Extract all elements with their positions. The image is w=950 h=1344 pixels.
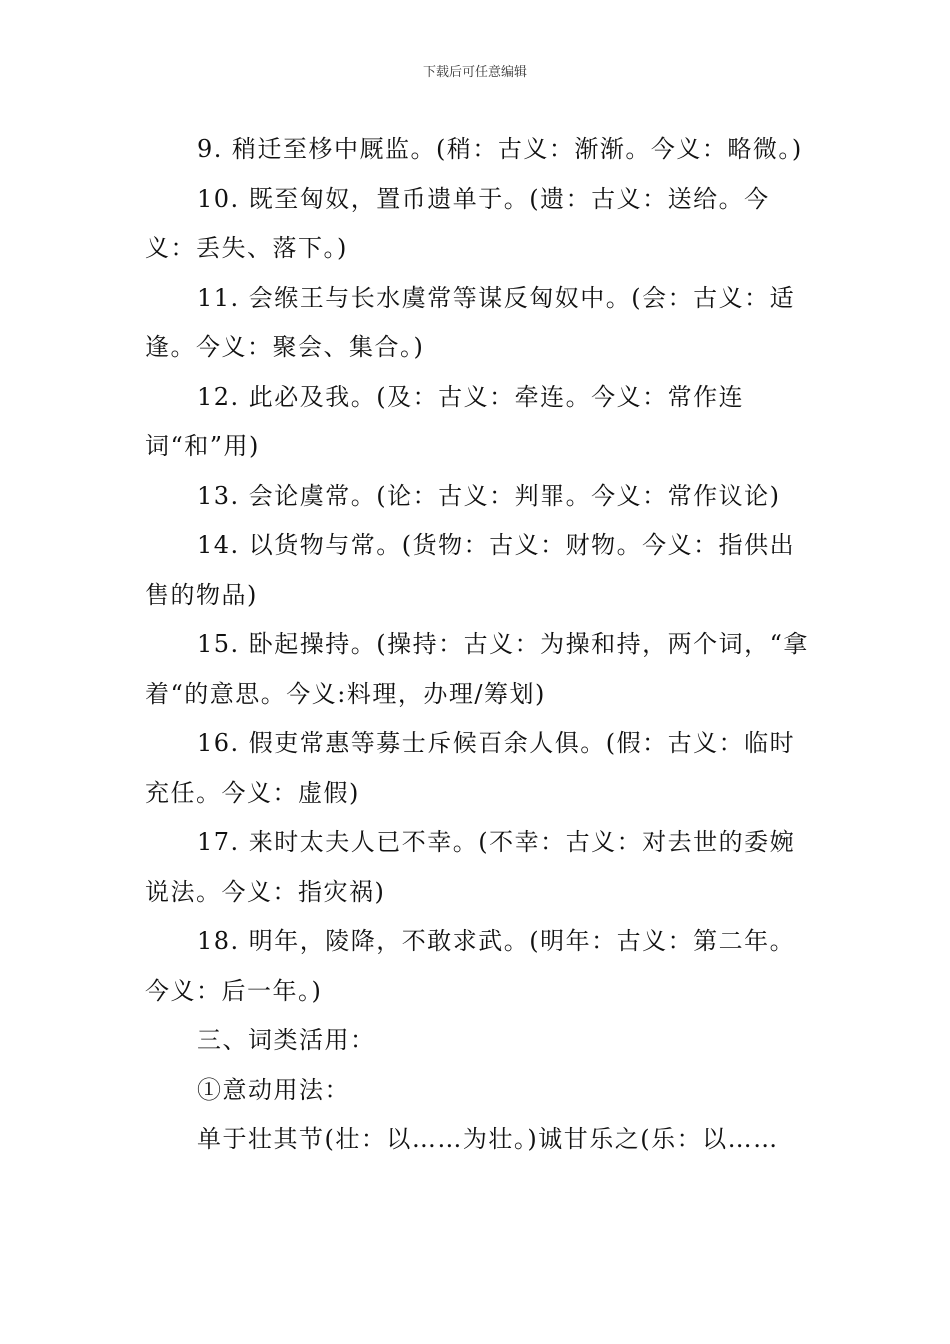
example-paragraph: 单于壮其节(壮：以……为壮。)诚甘乐之(乐：以…… xyxy=(197,1125,779,1153)
paragraph-item-18: 18. 明年，陵降，不敢求武。(明年：古义：第二年。今义：后一年。) xyxy=(145,927,796,1005)
page-header: 下载后可任意编辑 xyxy=(422,65,527,80)
paragraph-item-11: 11. 会缑王与长水虞常等谋反匈奴中。(会：古义：适逢。今义：聚会、集合。) xyxy=(145,283,796,361)
section-heading: 三、词类活用： xyxy=(197,1026,376,1054)
document-body xyxy=(145,125,817,1165)
paragraph-item-12: 12. 此必及我。(及：古义：牵连。今义：常作连词“和”用) xyxy=(145,382,745,460)
paragraph-item-13: 13. 会论虞常。(论：古义：判罪。今义：常作议论) xyxy=(197,481,781,510)
paragraph-item-9: 9. 稍迁至栘中厩监。(稍：古义：渐渐。今义：略微。) xyxy=(197,135,803,163)
paragraph-item-14: 14. 以货物与常。(货物：古义：财物。今义：指供出售的物品) xyxy=(145,531,796,609)
subsection-heading: ①意动用法： xyxy=(197,1075,350,1104)
paragraph-item-15: 15. 卧起操持。(操持：古义：为操和持，两个词，“拿着“的意思。今义:料理，办理/筹划) xyxy=(145,630,809,708)
paragraph-item-17: 17. 来时太夫人已不幸。(不幸：古义：对去世的委婉说法。今义：指灾祸) xyxy=(145,828,796,906)
paragraph-item-16: 16. 假吏常惠等募士斥候百余人俱。(假：古义：临时充任。今义：虚假) xyxy=(145,729,796,807)
paragraph-item-10: 10. 既至匈奴，置币遗单于。(遗：古义：送给。今义：丢失、落下。) xyxy=(145,184,770,262)
